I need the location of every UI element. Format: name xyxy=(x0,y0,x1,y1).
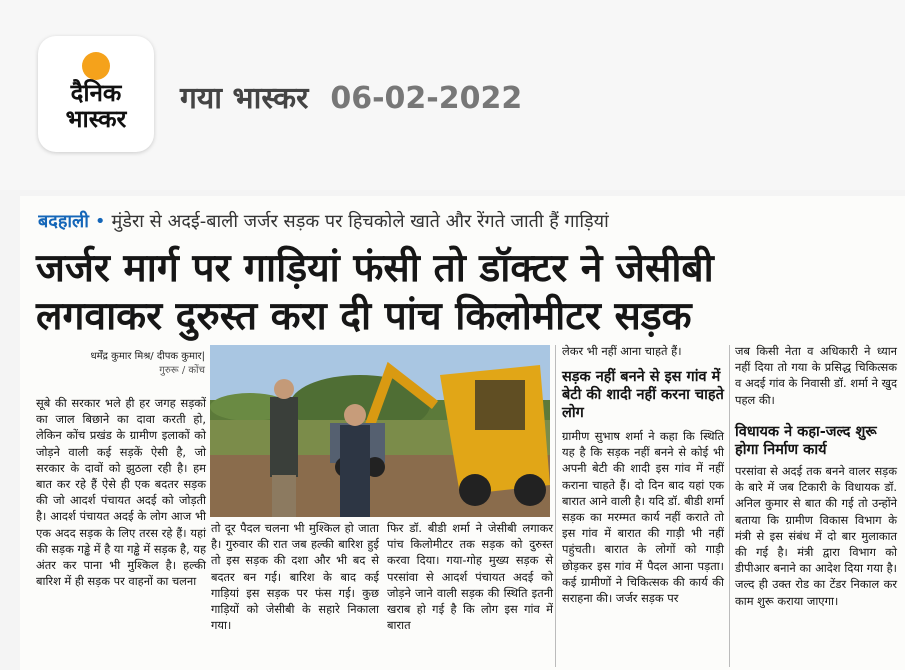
dainik-bhaskar-logo[interactable] xyxy=(38,36,154,152)
logo-line2: भास्कर xyxy=(65,105,127,133)
column-5 xyxy=(735,463,897,609)
sun-icon xyxy=(82,52,110,80)
column-3-text: फिर डॉ. बीडी शर्मा ने जेसीबी लगाकर पांच किलोमीटर तक सड़क को दुरुस्त करवा दिया। गया-गोह मुख्य सड़क से परसांवा से आदर्श पंचायत अदई को जोड़ने जाने वाली सड़क की स्थिति इतनी खराब हो गई है कि लोग इस गांव में बारात xyxy=(387,521,553,633)
byline-authors: धर्मेंद्र कुमार मिश्र/ दीपक कुमार| xyxy=(90,351,205,362)
column-2-text: तो दूर पैदल चलना भी मुश्किल हो जाता है। गुरुवार की रात जब हल्की बारिश हुई तो इस सड़क की दशा और भी बद से बदतर बन गई। बारिश के बाद कई गाड़ियां इस सड़क पर फंस गई। कुछ गाड़ियों को जेसीबी के सहारे निकाला गया। xyxy=(211,521,379,633)
headline xyxy=(36,245,896,341)
column-3 xyxy=(387,520,553,633)
column-2 xyxy=(211,520,379,633)
kicker-separator: • xyxy=(94,211,106,232)
column-5-top xyxy=(735,343,897,408)
headline-line2: लगवाकर दुरुस्त करा दी पांच किलोमीटर सड़क xyxy=(36,294,692,339)
logo-line1: दैनिक xyxy=(70,79,122,107)
app-header xyxy=(0,0,905,190)
column-4-top-text: लेकर भी नहीं आना चाहते हैं। xyxy=(562,344,682,358)
column-1-text: सूबे की सरकार भले ही हर जगह सड़कों का जाल बिछाने का दावा करती हो, लेकिन कोंच प्रखंड के ग्रामीण इलाकों को जोड़ने वाली कई सड़कें ऐसी है, जो सरकार के दावों को झुठला रही है। हम बात कर रहे हैं ऐसे ही एक बदतर सड़क की जो आदर्श पंचायत अदई को जोड़ती है। आदर्श पंचायत अदई के लोग आज भी एक अदद सड़क के लिए तरस रहे हैं। यहां की सड़क गड्ढे में है या गड्ढे में सड़क है, यह अंतर कर पाना भी मुश्किल है। हल्की बारिश में ही सड़क पर वाहनों का चलना xyxy=(36,396,206,589)
headline-line1: जर्जर मार्ग पर गाड़ियां फंसी तो डॉक्टर ने जेसीबी xyxy=(36,246,714,291)
edition-date: 06-02-2022 xyxy=(330,81,523,116)
column-divider xyxy=(729,345,730,667)
kicker-text: मुंडेरा से अदई-बाली जर्जर सड़क पर हिचकोले खाते और रेंगते जाती हैं गाड़ियां xyxy=(111,211,609,232)
byline xyxy=(40,350,205,378)
byline-place: गुरुरू / कोंच xyxy=(159,365,205,376)
column-4-top xyxy=(562,343,724,359)
edition-info xyxy=(180,76,522,117)
subheading-1: सड़क नहीं बनने से इस गांव में बेटी की शादी नहीं करना चाहते लोग xyxy=(562,369,724,421)
kicker xyxy=(38,210,898,234)
column-4-text: ग्रामीण सुभाष शर्मा ने कहा कि स्थिति यह है कि सड़क नहीं बनने से कोई भी अपनी बेटी की शादी इस गांव में नहीं कराना चाहते हैं। दो दिन बाद यहां एक बारात आने वाली है। यदि डॉ. बीडी शर्मा सड़क का मरम्मत कार्य नहीं कराते तो इस गांव में बारात की गाड़ी भी नहीं पहुंचती। बारात के लोगों को गाड़ी छोड़कर इस गांव में पैदल आना पड़ता। कई ग्रामीणों ने चिकित्सक की कार्य की सराहना की। जर्जर सड़क पर xyxy=(562,429,724,606)
column-5-top-text: जब किसी नेता व अधिकारी ने ध्यान नहीं दिया तो गया के प्रसिद्ध चिकित्सक व अदई गांव के निवासी डॉ. शर्मा ने खुद पहल की। xyxy=(735,344,897,407)
column-4 xyxy=(562,428,724,606)
subheading-2: विधायक ने कहा-जल्द शुरू होगा निर्माण कार्य xyxy=(735,424,877,458)
column-5-text: परसांवा से अदई तक बनने वालर सड़क के बारे में जब टिकारी के विधायक डॉ. अनिल कुमार से बात की गई तो उन्होंने बताया कि ग्रामीण विकास विभाग के मंत्री से इस संबंध में दो बार मुलाकात की गई है। मंत्री द्वारा विभाग को डीपीआर बनाने का आदेश दिया गया है। जल्द ही उक्त रोड का टेंडर निकाल कर काम शुरू कराया जाएगा। xyxy=(735,464,897,608)
photo-jcb-road-repair xyxy=(210,345,550,517)
column-divider xyxy=(555,345,556,667)
edition-city: गया भास्कर xyxy=(180,81,309,116)
kicker-tag: बदहाली xyxy=(38,211,89,232)
news-photo xyxy=(210,345,550,517)
column-1 xyxy=(36,395,206,589)
